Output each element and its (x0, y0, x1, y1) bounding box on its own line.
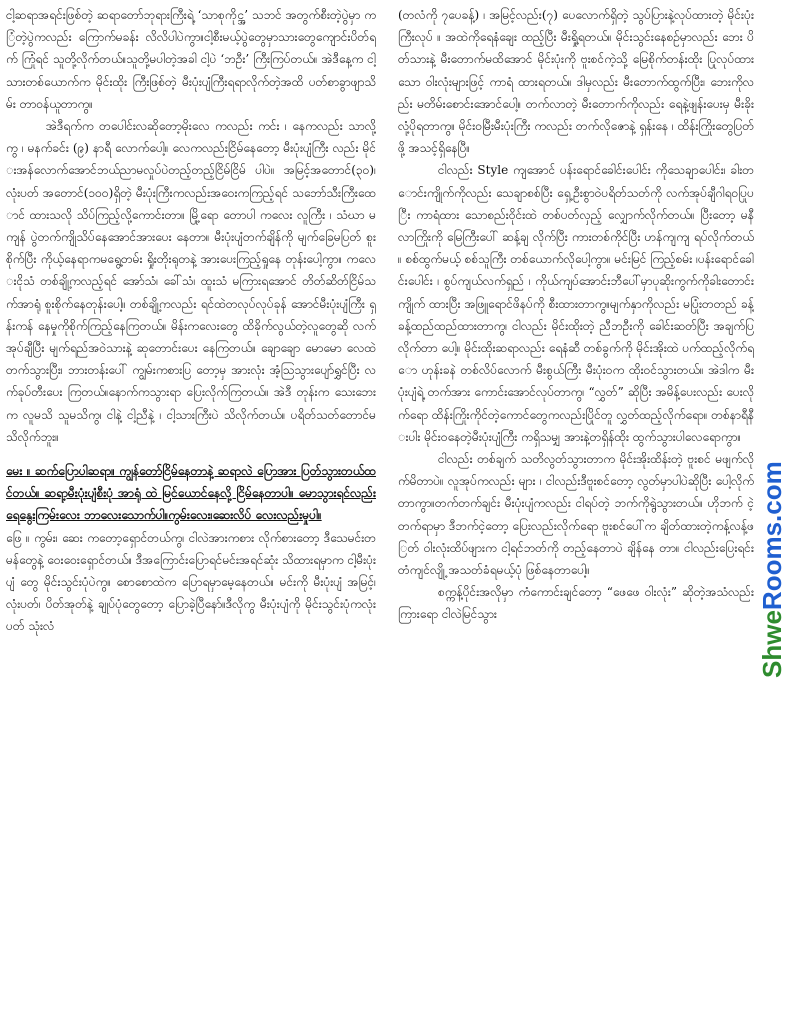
watermark-logo-icon (754, 420, 790, 680)
left-column (6, 4, 376, 1020)
left-paragraph-1: ငါ့ဆရာအရင်းဖြစ်တဲ့ ဆရာတော်ဘုရားကြီးရဲ့ ‘သာစုကိုင္အ’ သဘင် အတွက်စီးတဲ့ပွဲမှာ ကြံတဲ့ပွဲကလည်း ကြောက်မခန်း လိလိပါပဲကွာ။ငါ့စီးမယ့်ပွဲတွေမှာသားတွေကျောင်းပိတ်ရက် ကြုံရင် သူတို့လိုက်တယ်။သူတို့မပါတဲ့အခါ ငါ့ပဲ ‘ဘဦး’ ကြီးကြပ်တယ်။ အဲဒီနေ့က ငါ့သားတစ်ယောက်က မိုင်းထိုး ကြီးဖြစ်တဲ့ မီးပုံးပျံကြီးရရာလိုက်တဲ့အထိ ပတ်စာခွာဖျာသိမ်း တာဝန်ယူတာကွ။ (6, 8, 376, 111)
watermark-part1: Shwe (757, 610, 787, 678)
watermark-part2: Rooms.com (757, 461, 787, 611)
right-paragraph-4: စက္ကန့်ပိုင်းအလိုမှာ ကံကောင်းချင်တော့ “ဖေဖေ ဝါးလုံး” ဆိုတဲ့အသံလည်းကြားရော ငါလဲမြင်သွား (398, 585, 754, 622)
right-paragraph-2: ငါလည်း Style ကျအောင် ပန်းရောင်ခေါင်းပေါင်း ကိုသေချာပေါင်း၊ ခါးတောင်းကျိုက်ကိုလည်း သေချာစစ်ပြီး ရှေ့ဦးစွာဝဲပရိတ်သတ်ကို လက်အုပ်ချီဂါရဝပြုပြီး ကာရံထား သောစည်းဝိုင်းထဲ တစ်ပတ်လှည့် လျှောက်လိုက်တယ်။ ပြီးတော့ မနီလာကြိုးကို မြေကြီးပေါ် ဆန့်ချ လိုက်ပြီး ကားတစ်ကိုင်ပြီး ဟန်ကျကျ ရပ်လိုက်တယ်။ စစ်ထွက်မယ့် စစ်သူကြီး တစ်ယောက်လိုပေါ့ကွာ။ မင်းမြင် ကြည့်စမ်း ၊ပန်းရောင်ခေါင်းပေါင်း ၊ စွပ်ကျယ်လက်ရှည် ၊ ကိုယ်ကျပ်အောင်းဘီပေါ်မှာပုဆိုးကွက်ကိုခါးတောင်းကျိုက် ထားပြီး အဖြူရောင်ဖိနပ်ကို စီးထားတာကွ။မျက်နှာကိုလည်း မပြုံးတတည် ခန့်ခန့်ထည်ထည်ထားတာကွ၊ ငါလည်း မိုင်းထိုးတဲ့ ညီဘဦးကို ခေါင်းဆတ်ပြီး အချက်ပြ လိုက်တာ ပေါ့။ မိုင်းထိုးဆရာလည်း ရေနံဆီ တစ်ခွက်ကို မိုင်းအိုးထဲ ပက်ထည့်လိုက်ရော ဟုန်းခနဲ တစ်လိပ်လောက် မီးစွယ်ကြီး မီးပုံးဝက ထိုးဝင်သွားတယ်။ အဲဒါက မီးပုံးပျံရဲ့ တက်အား ကောင်းအောင်လုပ်တာကွ၊ “လွှတ်” ဆိုပြီး အမိန့်ပေးလည်း ပေးလိုက်ရော ထိန်းကြိုးကိုင်တဲ့ကောင်တွေကလည်းပြိုင်တူ လွှတ်ထည့်လိုက်ရော။ တစ်နာရီနီးပါး မိုင်းဝနေတဲ့မီးပုံးပျံကြီး ကရှိသမျှ အားနဲ့တရှိန်ထိုး ထွက်သွားပါလေရောကွာ။ (398, 163, 754, 444)
left-paragraph-2: အဲဒီရက်က တပေါင်းလဆိုတော့မိုးလေ ကလည်း ကင်း ၊ နေကလည်း သာလို့ကွ ၊ မနက်ခင်း (၉) နာရီ လောက်ပေါ့။ လေကလည်းငြိမ်နေတော့ မီးပုံးပျံကြီး လည်း မိုင်းအန်လောက်အောင်ဘယ်ညာမလှုပ်ပဲတည့်တည့်ငြိမ်ငြိမ် ပါပဲ။ အမြင့်အတောင်(၃၀)၊ လုံးပတ် အတောင်(၁၀၀)ရှိတဲ့ မီးပုံးကြီးကလည်းအဝေးကကြည့်ရင် သဘော်သီးကြီးထောင် ထားသလို သိပ်ကြည့်လို့ကောင်းတာ။ မြို့ရော တောပါ ကလေး လူကြီး ၊ သံဃာ မကျန် ပွဲတက်ကျိုသိပ်နေအောင်အားပေး နေတာ။ မီးပုံးပျံတက်ချိန်ကို မျက်ခြေမပြတ် စူးစိုက်ပြီး ကိုယ့်နေရာကမရွေ့တမ်း ရှိုးတိုးရုတနဲ့ အားပေးကြည့်ရှုနေ တုန်းပေါ့ကွာ။ ကလေးငိုသံ တစ်ချို့ကလည့်ရင် အော်သံ၊ ခေါ်သံ၊ ထူးသံ မကြားရအောင် တိတ်ဆိတ်ငြိမ်သက်အာရုံ စူးစိုက်နေတုန်းပေါ့။ တစ်ချို့ကလည်း ရင်ထဲတလုပ်လုပ်ခုန် အောင်မီးပုံးပျံကြီး ရှန်းကန် နေမှုကိုစိုက်ကြည့်နေကြတယ်။ မိန်းကလေးတွေ ထိခိုက်လွယ်တဲ့လူတွေဆို လက်အုပ်ချီပြီး မျက်ရည်အဝဲသားနဲ့ ဆုတောင်းပေး နေကြတယ်။ ချောချော မောမော လေထဲတက်သွားပြီး၊ ဘားတန်းပေါ် ကျွမ်းကစားပြ တော့မှ အားလုံး အံ့သြသွားပျော်ရွှင်ပြီး လက်ခုပ်တီးပေး ကြတယ်။နောက်ကသွားရာ ပြေးလိုက်ကြတယ်။ အဲဒီ တုန်းက သေးဘေးက လူမသိ သူမသိကွ၊ ငါနဲ့ ငါ့ညီနဲ့ ၊ ငါ့သားကြီးပဲ သိလိုက်တယ်။ ပရိတ်သတ်တောင်မသိလိုက်ဘူး။ (6, 119, 376, 444)
interview-question: မေး ။ ဆက်ပြောပါဆရာ။ ကျွန်တော်ငြိမ်နေတာနဲ့ ဆရာလဲ ပြောအား ပြတ်သွားတယ်ထင်တယ်။ ဆရာ့မီးပုံးပျံစီးပုံ အာရုံ ထဲ မြင်ယောင်နေလို့ ငြိမ်နေတာပါ။ မောသွားရင်လည်း ရေနွေးကြမ်းလေး ဘာလေးသောက်ပါ။ကွမ်းလေး၊ဆေးလိပ် လေးလည်းမှုပါ။ (6, 464, 376, 523)
interview-answer: ဖြေ ။ ကွမ်း၊ ဆေး ကတော့ရှောင်တယ်ကွ၊ ငါလဲအားကစား လိုက်စားတော့ ဒီသေမင်းတမန်တွေနဲ့ ဝေးဝေးရှောင်တယ်။ ဒီအကြောင်းပြောရင်မင်းအရင်ဆုံး သိထားရမှာက ငါ့မီးပုံးပျံ တွေ မိုင်းသွင်းပုံပဲကွ။ စောစောထဲက ပြောရမှာမေ့နေတယ်။ မင်းကို မီးပုံးပျံ အမြင့်၊ လုံးပတ်၊ ပိတ်အုတ်နဲ့ ချုပ်ပုံတွေတော့ ပြောခဲ့ပြီနော်။ဒီလိုကွ မီးပုံးပျံကို မိုင်းသွင်းပုံကလုံးပတ် သုံးလံ (6, 530, 376, 634)
right-paragraph-3: ငါလည်း တစ်ချက် သတိလွတ်သွားတာက မိုင်းအိုးထိန်းတဲ့ ဗူးစင် မဖျက်လိုက်မိတာပဲ။ လူအုပ်ကလည်း များ ၊ ငါလည်းဒီဗူးစင်တော့ လွတ်မှာပါပဲဆိုပြီး ပေါ့လိုက် တာကွာ။တက်တက်ချင်း မီးပုံးပျံကလည်း ငါရပ်တဲ့ ဘက်ကိုရွဲသွားတယ်။ ဟိုဘက် ငဲ့ တက်ရာမှာ ဒီဘက်ငဲ့တော့ ပြေးလည်းလိုက်ရော ဗူးစင်ပေါ်က ချိတ်ထားတဲ့ကန့်လန့်ဖြတ် ဝါးလုံးထိပ်ဖျားက ငါ့ရင်ဘတ်ကို တည့်နေတာပဲ ချိန်နေ တာ။ ငါလည်းပြေးရင်း တံကျင်လျို့ အသတ်ခံရမယ့်ပုံ ဖြစ်နေတာပေါ့။ (398, 452, 754, 578)
shwerooms-watermark (754, 420, 790, 680)
watermark-text (757, 461, 787, 678)
right-paragraph-1: (တလံကို ၇ပေခန့်) ၊ အမြင့်လည်း(၇) ပေလောက်ရှိတဲ့ သွပ်ပြားနဲ့လုပ်ထားတဲ့ မိုင်းပုံးကြီးလုပ် ။ အထဲကိုရေနံချေး ထည့်ပြီး မီးရှို့ရတယ်။ မိုင်းသွင်းနေစဉ်မှာလည်း ဘေး ပိတ်သားနဲ့ မီးတောက်မထိအောင် မိုင်းပုံးကို ဗူးစင်ကဲ့သို့ မြေစိုက်တန်းထိုး ပြုလုပ်ထားသော ဝါးလုံးများဖြင့် ကာရံ ထားရတယ်။ ဒါမှလည်း မီးတောက်ထွက်ပြီး၊ ဘေးကိုလည်း မတိမ်းစောင်းအောင်ပေါ့။ တက်လာတဲ့ မီးတောက်ကိုလည်း ရေနဲ့ဖျန်းပေးမှ မီးခိုးလုံ့ပိုရတာကွ။ မိုင်းဝမြီးမီးပုံးကြီး ကလည်း တက်လိုဇောနဲ့ ရှန်းနေ ၊ ထိန်းကြိုးတွေပြတ်ဖို့ အသင့်ရှိနေပြီ။ (398, 8, 754, 156)
right-column (398, 4, 754, 1020)
